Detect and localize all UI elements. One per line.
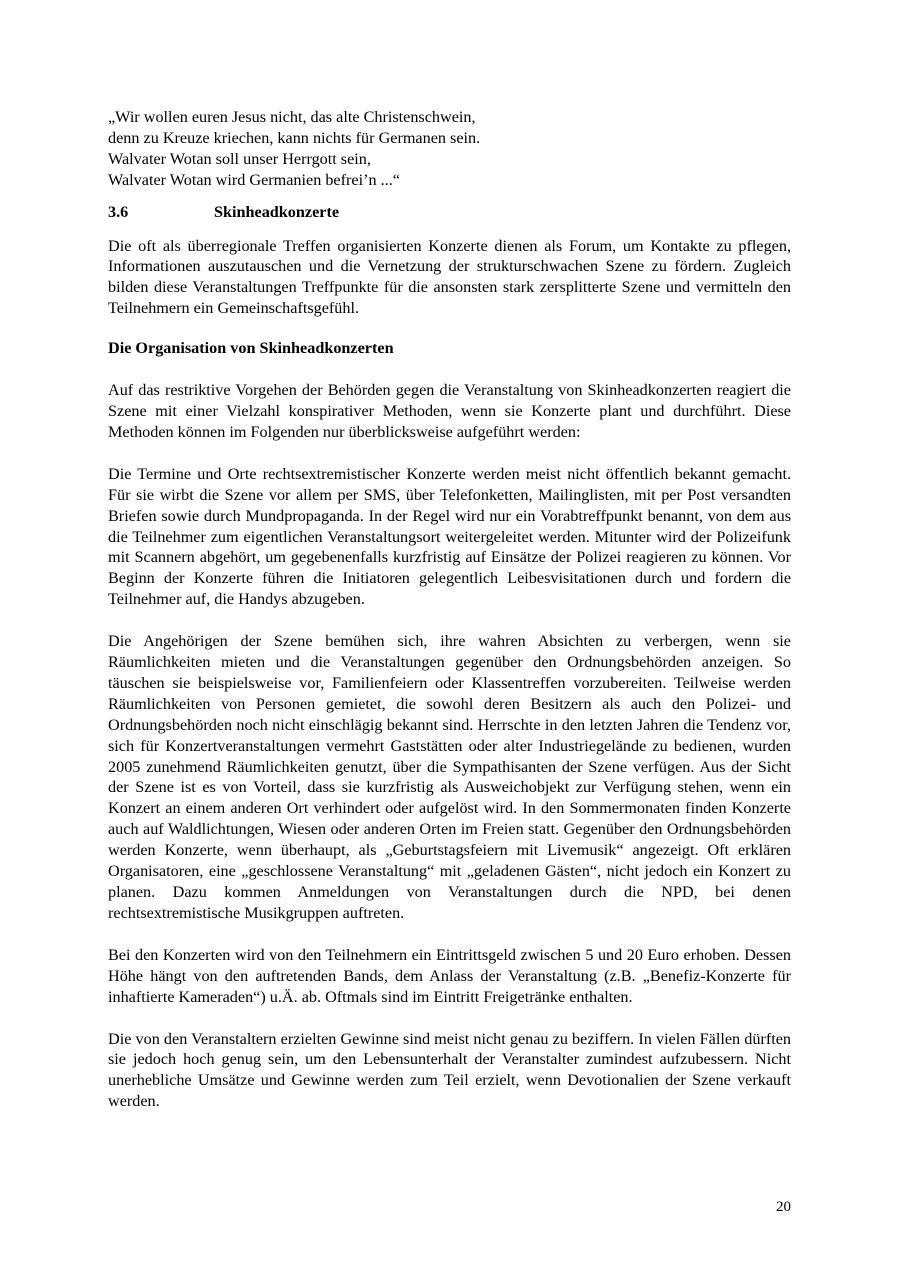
quote-block bbox=[108, 107, 791, 191]
quote-line: Walvater Wotan soll unser Herrgott sein, bbox=[108, 149, 371, 168]
body-paragraph: Die von den Veranstaltern erzielten Gewinne sind meist nicht genau zu beziffern. In vielen Fällen dürften sie jedoch hoch genug sein, um den Lebensunterhalt der Veranstalter zumindest aufzubessern. Nicht unerhebliche Umsätze und Gewinne werden zum Teil erzielt, wenn Devotionalien der Szene verkauft werden. bbox=[108, 1029, 791, 1111]
section-number: 3.6 bbox=[108, 202, 129, 221]
section-intro-paragraph: Die oft als überregionale Treffen organisierten Konzerte dienen als Forum, um Kontakte zu pflegen, Informationen auszutauschen und die Vernetzung der strukturschwachen Szene zu fördern. Zugleich bilden diese Veranstaltungen Treffpunkte für die ansonsten stark zersplitterte Szene und vermitteln den Teilnehmern ein Gemeinschaftsgefühl. bbox=[108, 236, 791, 318]
body-paragraph: Die Termine und Orte rechtsextremistischer Konzerte werden meist nicht öffentlich bekannt gemacht. Für sie wirbt die Szene vor allem per SMS, über Telefonketten, Mailinglisten, mit per Post versandten Briefen sowie durch Mundpropaganda. In der Regel wird nur ein Vorabtreffpunkt benannt, von dem aus die Teilnehmer zum eigentlichen Veranstaltungsort weitergeleitet werden. Mitunter wird der Polizeifunk mit Scannern abgehört, um gegebenenfalls kurzfristig auf Einsätze der Polizei reagieren zu können. Vor Beginn der Konzerte führen die Initiatoren gelegentlich Leibesvisitationen durch und fordern die Teilnehmer auf, die Handys abzugeben. bbox=[108, 464, 791, 609]
document-page bbox=[108, 107, 791, 1112]
body-paragraph: Bei den Konzerten wird von den Teilnehmern ein Eintrittsgeld zwischen 5 und 20 Euro erhoben. Dessen Höhe hängt von den auftretenden Bands, dem Anlass der Veranstaltung (z.B. „Benefiz-Konzerte für inhaftierte Kameraden“) u.Ä. ab. Oftmals sind im Eintritt Freigetränke enthalten. bbox=[108, 945, 791, 1006]
section-title: Skinheadkonzerte bbox=[214, 202, 340, 221]
quote-line: denn zu Kreuze kriechen, kann nichts für Germanen sein. bbox=[108, 128, 481, 147]
quote-line: „Wir wollen euren Jesus nicht, das alte Christenschwein, bbox=[108, 108, 476, 126]
body-paragraph: Auf das restriktive Vorgehen der Behörden gegen die Veranstaltung von Skinheadkonzerten reagiert die Szene mit einer Vielzahl konspirativer Methoden, wenn sie Konzerte plant und durchführt. Diese Methoden können im Folgenden nur überblicksweise aufgeführt werden: bbox=[108, 381, 791, 441]
page-number: 20 bbox=[776, 1199, 791, 1215]
section-heading bbox=[108, 202, 791, 223]
quote-line: Walvater Wotan wird Germanien befrei’n ...“ bbox=[108, 170, 400, 189]
subsection-heading: Die Organisation von Skinheadkonzerten bbox=[108, 339, 394, 358]
body-paragraph: Die Angehörigen der Szene bemühen sich, ihre wahren Absichten zu verbergen, wenn sie Räumlichkeiten mieten und die Veranstaltungen gegenüber den Ordnungsbehörden anzeigen. So täuschen sie beispielsweise vor, Familienfeiern oder Klassentreffen vorzubereiten. Teilweise werden Räumlichkeiten von Personen gemietet, die sowohl deren Besitzern als auch den Polizei- und Ordnungsbehörden noch nicht einschlägig bekannt sind. Herrschte in den letzten Jahren die Tendenz vor, sich für Konzertveranstaltungen vermehrt Gaststätten oder alter Industriegelände zu bedienen, wurden 2005 zunehmend Räumlichkeiten genutzt, über die Sympathisanten der Szene verfügen. Aus der Sicht der Szene ist es von Vorteil, dass sie kurzfristig als Ausweichobjekt zur Verfügung stehen, wenn ein Konzert an einem anderen Ort verhindert oder aufgelöst wird. In den Sommermonaten finden Konzerte auch auf Waldlichtungen, Wiesen oder anderen Orten im Freien statt. Gegenüber den Ordnungsbehörden werden Konzerte, wenn überhaupt, als „Geburtstagsfeiern mit Livemusik“ angezeigt. Oft erklären Organisatoren, eine „geschlossene Veranstaltung“ mit „geladenen Gästen“, nicht jedoch ein Konzert zu planen. Dazu kommen Anmeldungen von Veranstaltungen durch die NPD, bei denen rechtsextremistische Musikgruppen auftreten. bbox=[108, 632, 791, 922]
